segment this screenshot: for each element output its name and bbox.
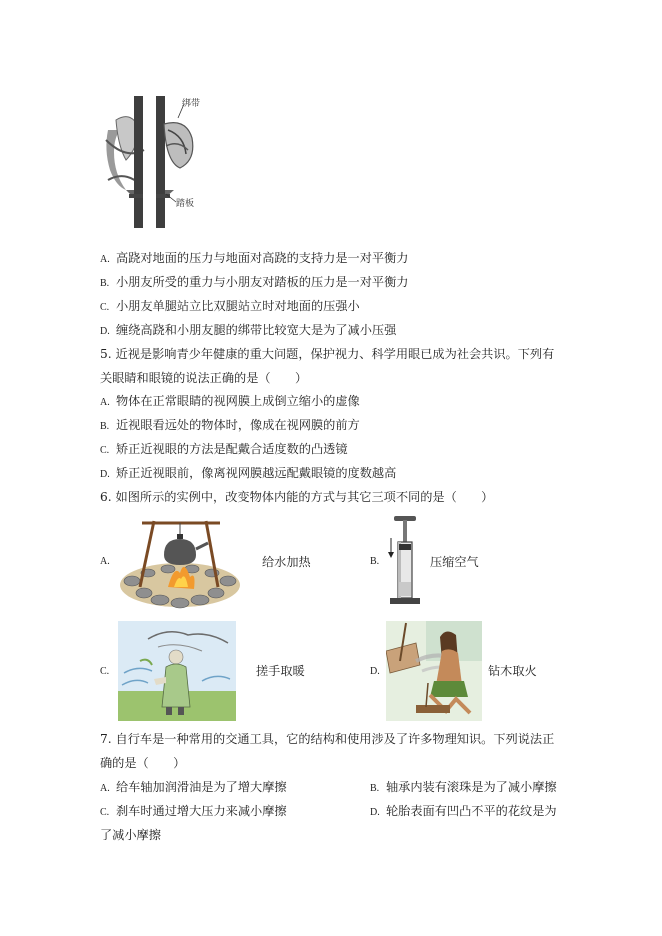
q4-option-d: D. 缠绕高跷和小朋友腿的绑带比较宽大是为了减小压强 <box>100 323 397 337</box>
air-compression-illustration <box>384 512 424 610</box>
q7-option-b: B. 轴承内装有滚珠是为了减小摩擦 <box>370 780 557 794</box>
q4-option-c: C. 小朋友单腿站立比双腿站立时对地面的压强小 <box>100 299 360 313</box>
drilling-wood-illustration <box>386 621 482 721</box>
q7-option-d-continuation: 了减小摩擦 <box>100 828 161 842</box>
kettle-fire-figure <box>118 515 242 609</box>
q6-option-a-caption: 给水加热 <box>262 555 311 569</box>
q7-option-c: C. 刹车时通过增大压力来减小摩擦 <box>100 804 287 818</box>
q6-option-b-letter: B. <box>370 556 380 567</box>
air-compression-figure <box>384 512 424 610</box>
strap-label: 绑带 <box>182 99 201 109</box>
q7-stem-line1: 7. 自行车是一种常用的交通工具，它的结构和使用涉及了许多物理知识。下列说法正 <box>100 732 555 746</box>
q6-option-d-letter: D. <box>370 666 380 677</box>
pedal-label: 踏板 <box>176 199 195 209</box>
rubbing-hands-illustration <box>118 621 236 721</box>
q6-option-b-caption: 压缩空气 <box>430 555 479 569</box>
q6-option-c-letter: C. <box>100 666 110 677</box>
q5-option-b: B. 近视眼看远处的物体时，像成在视网膜的前方 <box>100 418 360 432</box>
kettle-fire-illustration <box>118 515 242 609</box>
q5-option-c: C. 矫正近视眼的方法是配戴合适度数的凸透镜 <box>100 442 348 456</box>
q4-option-b: B. 小朋友所受的重力与小朋友对踏板的压力是一对平衡力 <box>100 275 409 289</box>
q4-option-a: A. 高跷对地面的压力与地面对高跷的支持力是一对平衡力 <box>100 251 409 265</box>
q5-stem-line2: 关眼睛和眼镜的说法正确的是（ ） <box>100 371 308 385</box>
drilling-wood-figure <box>386 621 482 721</box>
q6-stem: 6. 如图所示的实例中，改变物体内能的方式与其它三项不同的是（ ） <box>100 490 494 504</box>
stilts-figure <box>96 90 212 230</box>
q7-stem-line2: 确的是（ ） <box>100 756 186 770</box>
q5-option-d: D. 矫正近视眼前，像离视网膜越远配戴眼镜的度数越高 <box>100 466 397 480</box>
rubbing-hands-figure <box>118 621 236 721</box>
q6-option-d-caption: 钻木取火 <box>488 664 537 678</box>
q5-option-a: A. 物体在正常眼睛的视网膜上成倒立缩小的虚像 <box>100 394 360 408</box>
q6-option-a-letter: A. <box>100 556 110 567</box>
q6-option-c-caption: 搓手取暖 <box>256 664 305 678</box>
stilts-illustration <box>96 90 212 230</box>
q7-option-a: A. 给车轴加润滑油是为了增大摩擦 <box>100 780 287 794</box>
q5-stem-line1: 5. 近视是影响青少年健康的重大问题，保护视力、科学用眼已成为社会共识。下列有 <box>100 347 555 361</box>
q7-option-d: D. 轮胎表面有凹凸不平的花纹是为 <box>370 804 557 818</box>
